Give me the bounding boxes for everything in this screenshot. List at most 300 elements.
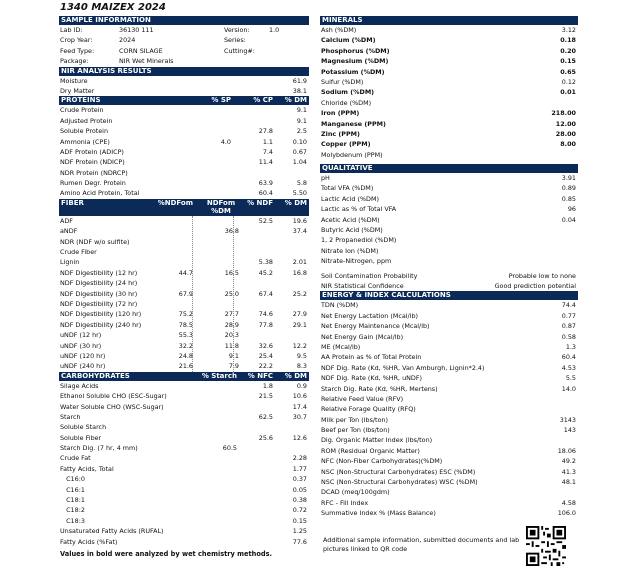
protein-rows — [59, 105, 309, 199]
fiber-row — [59, 226, 309, 236]
carb-row-c: 0.05 — [292, 485, 307, 494]
carb-row-label: C16:0 — [60, 475, 85, 484]
carb-row-label: Fatty Acids (%Fat) — [60, 537, 118, 546]
carb-row-label: Silage Acids — [60, 381, 99, 390]
energy-row-label: Summative Index % (Mass Balance) — [321, 509, 436, 518]
energy-row-value: 5.5 — [565, 374, 576, 383]
mineral-row-label: Iron (PPM) — [321, 109, 360, 118]
qualitative-row-label: Lactic Acid (%DM) — [321, 194, 379, 203]
fiber-row-d: 2.01 — [292, 258, 307, 267]
sample-row-labid: Lab ID: 36130 111 Version: 1.0 — [60, 26, 280, 34]
mineral-row-label: Potassium (%DM) — [321, 67, 385, 76]
mineral-row-value: 0.01 — [560, 88, 576, 97]
protein-row-sp: 4.0 — [220, 137, 231, 146]
protein-row — [59, 157, 309, 167]
fiber-row — [59, 361, 309, 371]
fiber-row-a: 21.6 — [178, 362, 193, 371]
carb-row-c: 0.9 — [296, 381, 307, 390]
mineral-row-value: 218.00 — [551, 109, 576, 118]
mineral-row-label: Molybdenum (PPM) — [321, 150, 383, 159]
energy-row — [320, 435, 578, 445]
mineral-row-label: Manganese (PPM) — [321, 119, 386, 128]
fiber-row-c: 52.5 — [258, 216, 273, 225]
mineral-row-value: 0.65 — [560, 67, 576, 76]
carbs-col-dm: % DM — [284, 371, 307, 380]
protein-row-cp: 27.8 — [258, 127, 273, 136]
carb-row-label: Soluble Fiber — [60, 433, 102, 442]
fiber-row-label: NDF Digestibility (12 hr) — [60, 268, 138, 277]
energy-row — [320, 425, 578, 435]
carb-row-c: 10.6 — [292, 392, 307, 401]
fiber-row-d: 29.1 — [292, 320, 307, 329]
carb-row-label: Ethanol Soluble CHO (ESC-Sugar) — [60, 392, 167, 401]
protein-row-label: Ammonia (CPE) — [60, 137, 110, 146]
energy-row — [320, 498, 578, 508]
carb-row-label: Fatty Acids, Total — [60, 464, 114, 473]
energy-row — [320, 300, 578, 310]
energy-row — [320, 508, 578, 518]
fiber-row — [59, 351, 309, 361]
fiber-row-a: 78.5 — [178, 320, 193, 329]
qualitative-row — [320, 246, 578, 256]
carb-row-label: Starch — [60, 412, 81, 421]
energy-row-value: 106.0 — [557, 509, 576, 518]
energy-row — [320, 487, 578, 497]
protein-row-label: Soluble Protein — [60, 127, 108, 136]
fiber-row-b: 28.9 — [224, 320, 239, 329]
energy-row-label: NFC (Non-Fiber Carbohydrates)(%DM) — [321, 457, 443, 466]
fiber-col-ndfom: %NDFom — [157, 198, 193, 207]
carb-row-c: 0.37 — [292, 475, 307, 484]
fiber-row-label: NDR (NDF w/o sulfite) — [60, 237, 130, 246]
energy-row-value: 0.77 — [561, 311, 576, 320]
protein-row-cp: 1.1 — [262, 137, 273, 146]
energy-row-label: NSC (Non-Structural Carbohydrates) ESC (%DM) — [321, 467, 476, 476]
energy-row-label: RFC - Fill Index — [321, 498, 369, 507]
carbs-col-nfc: % NFC — [247, 371, 273, 380]
carb-row-label: C16:1 — [60, 485, 85, 494]
energy-row — [320, 363, 578, 373]
qualitative-row-label: Acetic Acid (%DM) — [321, 215, 380, 224]
protein-row-cp: 11.4 — [258, 158, 273, 167]
carb-rows — [59, 381, 309, 547]
energy-row-value: 18.06 — [557, 446, 576, 455]
qualitative-row2 — [320, 271, 578, 281]
protein-row — [59, 168, 309, 178]
energy-row-value: 60.4 — [561, 353, 576, 362]
fiber-row-b: 7.9 — [228, 362, 239, 371]
qualitative-row — [320, 183, 578, 193]
fiber-row-b: 9.1 — [228, 351, 239, 360]
page-title: 1340 MAIZEX 2024 — [60, 2, 166, 13]
mineral-row — [320, 67, 578, 77]
mineral-row — [320, 56, 578, 66]
energy-row — [320, 332, 578, 342]
fiber-row-b: 11.8 — [224, 341, 239, 350]
fiber-row-d: 16.8 — [292, 268, 307, 277]
nir-row-label: Moisture — [60, 76, 88, 85]
mineral-row — [320, 46, 578, 56]
mineral-row-value: 28.00 — [555, 129, 576, 138]
fiber-row-c: 22.2 — [258, 362, 273, 371]
fiber-row-b: 16.5 — [224, 268, 239, 277]
nir-row-value: 61.9 — [292, 76, 307, 85]
fiber-row-label: NDF Digestibility (240 hr) — [60, 320, 142, 329]
mineral-row — [320, 150, 578, 160]
energy-row-label: Starch Dig. Rate (Kd, %HR, Mertens) — [321, 384, 438, 393]
protein-row-label: Rumen Degr. Protein — [60, 179, 126, 188]
energy-row-label: TDN (%DM) — [321, 301, 359, 310]
fiber-row — [59, 299, 309, 309]
energy-row — [320, 342, 578, 352]
fiber-row-label: NDF Digestibility (120 hr) — [60, 310, 142, 319]
energy-row-label: AA Protein as % of Total Protein — [321, 353, 422, 362]
fiber-col-ndfom-dm: NDFom %DM — [206, 198, 236, 215]
energy-row-label: Net Energy Lactation (Mcal/lb) — [321, 311, 419, 320]
energy-row-value: 41.3 — [561, 467, 576, 476]
energy-row-value: 0.58 — [561, 332, 576, 341]
energy-row-label: DCAD (meq/100gdm) — [321, 488, 390, 497]
fiber-row-label: uNDF (240 hr) — [60, 362, 106, 371]
mineral-row-label: Calcium (%DM) — [321, 36, 376, 45]
carb-row-c: 17.4 — [292, 402, 307, 411]
fiber-row-label: uNDF (120 hr) — [60, 351, 106, 360]
carb-row — [59, 537, 309, 547]
qualitative-row-value: 0.89 — [561, 184, 576, 193]
protein-row-dm: 9.1 — [296, 106, 307, 115]
carb-row — [59, 474, 309, 484]
qualitative-row-label: 1, 2 Propanediol (%DM) — [321, 236, 397, 245]
mineral-row — [320, 35, 578, 45]
carb-row — [59, 485, 309, 495]
fiber-row-a: 24.8 — [178, 351, 193, 360]
additional-info: Additional sample information, submitted documents and lab pictures linked to QR code — [323, 536, 520, 553]
carb-row-c: 77.6 — [292, 537, 307, 546]
energy-row — [320, 321, 578, 331]
carb-row-label: Soluble Starch — [60, 423, 107, 432]
fiber-row-c: 74.6 — [258, 310, 273, 319]
proteins-col-sp: % SP — [211, 96, 231, 105]
protein-row-label: Amino Acid Protein, Total — [60, 189, 140, 198]
mineral-row — [320, 139, 578, 149]
carb-row-label: C18:3 — [60, 516, 85, 525]
fiber-title: FIBER — [61, 198, 84, 207]
fiber-row-d: 27.9 — [292, 310, 307, 319]
protein-row — [59, 126, 309, 136]
fiber-row — [59, 257, 309, 267]
carb-row-label: Water Soluble CHO (WSC-Sugar) — [60, 402, 164, 411]
fiber-row-label: NDF Digestibility (72 hr) — [60, 299, 138, 308]
energy-row-label: Dig. Organic Matter Index (lbs/ton) — [321, 436, 433, 445]
carbs-col-starch: % Starch — [201, 371, 237, 380]
qualitative-row-label: Lactic as % of Total VFA — [321, 205, 397, 214]
mineral-row — [320, 77, 578, 87]
carb-row-c: 0.72 — [292, 506, 307, 515]
energy-row-label: ROM (Residual Organic Matter) — [321, 446, 420, 455]
carb-row-c: 0.38 — [292, 496, 307, 505]
protein-row-dm: 5.8 — [296, 179, 307, 188]
energy-row — [320, 477, 578, 487]
energy-row — [320, 311, 578, 321]
qualitative-row — [320, 256, 578, 266]
carb-row-c: 1.25 — [292, 527, 307, 536]
carb-row — [59, 526, 309, 536]
carb-row — [59, 381, 309, 391]
mineral-row-value: 8.00 — [560, 140, 576, 149]
mineral-row-value: 12.00 — [555, 119, 576, 128]
fiber-row-d: 12.2 — [292, 341, 307, 350]
mineral-row-value: 0.12 — [561, 77, 576, 86]
qualitative-rows — [320, 173, 578, 267]
protein-row-cp: 63.9 — [258, 179, 273, 188]
carb-row — [59, 422, 309, 432]
mineral-row-value: 0.20 — [560, 46, 576, 55]
protein-row-label: Adjusted Protein — [60, 116, 113, 125]
fiber-rows — [59, 216, 309, 372]
qualitative-row-label: Butyric Acid (%DM) — [321, 226, 383, 235]
carb-row-label: C18:2 — [60, 506, 85, 515]
qualitative-row-label: pH — [321, 174, 330, 183]
fiber-row — [59, 320, 309, 330]
fiber-row-label: uNDF (30 hr) — [60, 341, 102, 350]
fiber-row-d: 37.4 — [292, 227, 307, 236]
proteins-col-dm: % DM — [284, 96, 307, 105]
carb-row — [59, 464, 309, 474]
fiber-row — [59, 341, 309, 351]
energy-row-value: 74.4 — [561, 301, 576, 310]
carb-row-b: 1.8 — [262, 381, 273, 390]
energy-row-label: ME (Mcal/lb) — [321, 342, 361, 351]
fiber-row-label: NDF Digestibility (24 hr) — [60, 279, 138, 288]
minerals-header: MINERALS — [320, 16, 578, 25]
fiber-row — [59, 278, 309, 288]
qualitative-row2 — [320, 281, 578, 291]
qualitative-row-label: Nitrate-Nitrogen, ppm — [321, 257, 392, 266]
qualitative-row — [320, 225, 578, 235]
carb-row-b: 21.5 — [258, 392, 273, 401]
fiber-col-ndf: % NDF — [247, 198, 273, 207]
carb-row-b: 25.6 — [258, 433, 273, 442]
mineral-row — [320, 98, 578, 108]
protein-row-label: ADF Protein (ADICP) — [60, 147, 124, 156]
qualitative-row-value: 0.04 — [561, 215, 576, 224]
qualitative-row — [320, 215, 578, 225]
fiber-row-c: 32.6 — [258, 341, 273, 350]
qr-code-icon[interactable] — [526, 526, 566, 566]
fiber-header — [59, 199, 309, 216]
fiber-row — [59, 247, 309, 257]
energy-row-label: Beef per Ton (lbs/ton) — [321, 426, 390, 435]
protein-row-dm: 5.50 — [292, 189, 307, 198]
fiber-row-a: 55.3 — [178, 331, 193, 340]
energy-row-value: 48.1 — [561, 478, 576, 487]
qualitative-row-value: 96 — [567, 205, 576, 214]
nir-row — [59, 76, 309, 86]
energy-row-label: Relative Forage Quality (RFQ) — [321, 405, 416, 414]
qualitative-row — [320, 204, 578, 214]
fiber-col-dm: % DM — [284, 198, 307, 207]
mineral-row-label: Sulfur (%DM) — [321, 77, 364, 86]
fiber-row-label: NDF Digestibility (30 hr) — [60, 289, 138, 298]
carb-row-b: 62.5 — [258, 412, 273, 421]
protein-row-cp: 7.4 — [262, 147, 273, 156]
mineral-row — [320, 129, 578, 139]
energy-row-value: 4.53 — [561, 363, 576, 372]
nir-header: NIR ANALYSIS RESULTS — [59, 67, 309, 76]
footnote: Values in bold were analyzed by wet chemistry methods. — [60, 550, 272, 558]
protein-row — [59, 105, 309, 115]
qualitative-row — [320, 173, 578, 183]
nir-row-label: Dry Matter — [60, 86, 95, 95]
energy-row-label: Net Energy Gain (Mcal/lb) — [321, 332, 404, 341]
protein-row — [59, 137, 309, 147]
energy-row — [320, 467, 578, 477]
carb-row — [59, 505, 309, 515]
mineral-row-label: Ash (%DM) — [321, 26, 357, 34]
qualitative-row-value: 0.85 — [561, 194, 576, 203]
nir-row — [59, 86, 309, 96]
energy-row — [320, 384, 578, 394]
protein-row-dm: 1.04 — [292, 158, 307, 167]
qualitative-row — [320, 194, 578, 204]
carbs-header — [59, 372, 309, 381]
fiber-row — [59, 309, 309, 319]
mineral-row-value: 0.18 — [560, 36, 576, 45]
carb-row-label: C18:1 — [60, 496, 85, 505]
carb-row-c: 12.6 — [292, 433, 307, 442]
fiber-row-label: Lignin — [60, 258, 80, 267]
fiber-row — [59, 330, 309, 340]
right-column — [320, 16, 578, 519]
mineral-row-value: 3.12 — [561, 26, 576, 34]
protein-row-label: NDF Protein (NDICP) — [60, 158, 125, 167]
mineral-row-label: Phosphorus (%DM) — [321, 46, 390, 55]
carb-row — [59, 412, 309, 422]
carb-row — [59, 391, 309, 401]
fiber-row — [59, 237, 309, 247]
qualitative-row-label: Nitrate Ion (%DM) — [321, 246, 379, 255]
sample-row-package: Package: NIR Wet Minerals — [60, 57, 174, 66]
fiber-row-c: 77.8 — [258, 320, 273, 329]
fiber-row-a: 67.9 — [178, 289, 193, 298]
protein-row — [59, 188, 309, 198]
protein-row-dm: 0.67 — [292, 147, 307, 156]
fiber-row — [59, 268, 309, 278]
energy-row-label: NSC (Non-Structural Carbohydrates) WSC (%DM) — [321, 478, 478, 487]
carb-row-label: Crude Fat — [60, 454, 91, 463]
energy-row-label: NDF Dig. Rate (Kd, %HR, Van Amburgh, Lignin*2.4) — [321, 363, 485, 372]
fiber-row-c: 67.4 — [258, 289, 273, 298]
proteins-header — [59, 96, 309, 105]
energy-row-label: Net Energy Maintenance (Mcal/lb) — [321, 322, 430, 331]
mineral-row-value: 0.15 — [560, 57, 576, 66]
energy-row-label: Milk per Ton (lbs/ton) — [321, 415, 389, 424]
protein-row-label: NDR Protein (NDRCP) — [60, 168, 128, 177]
fiber-row-c: 45.2 — [258, 268, 273, 277]
fiber-divider — [233, 216, 234, 372]
protein-row-label: Crude Protein — [60, 106, 104, 115]
energy-row-label: Relative Feed Value (RFV) — [321, 394, 404, 403]
sample-info-header: SAMPLE INFORMATION — [59, 16, 309, 25]
mineral-row-label: Zinc (PPM) — [321, 129, 360, 138]
protein-row-dm: 0.10 — [292, 137, 307, 146]
fiber-row-label: Crude Fiber — [60, 248, 97, 257]
energy-row — [320, 404, 578, 414]
mineral-row-label: Sodium (%DM) — [321, 88, 375, 97]
proteins-col-cp: % CP — [253, 96, 273, 105]
fiber-row-label: aNDF — [60, 227, 78, 236]
qualitative-row2-value: Probable low to none — [508, 271, 576, 280]
qualitative-row-value: 3.91 — [561, 174, 576, 183]
carbs-title: CARBOHYDRATES — [61, 371, 130, 380]
energy-rows — [320, 300, 578, 518]
carb-row — [59, 402, 309, 412]
left-column — [59, 16, 309, 547]
mineral-row — [320, 119, 578, 129]
fiber-row-d: 8.3 — [296, 362, 307, 371]
qualitative-header: QUALITATIVE — [320, 164, 578, 173]
qualitative-row-label: Total VFA (%DM) — [321, 184, 374, 193]
mineral-row-label: Chloride (%DM) — [321, 98, 372, 107]
protein-row — [59, 147, 309, 157]
fiber-row-b: 25.0 — [224, 289, 239, 298]
qualitative-rows-2 — [320, 271, 578, 292]
protein-row-cp: 60.4 — [258, 189, 273, 198]
mineral-row — [320, 25, 578, 35]
fiber-row-d: 25.2 — [292, 289, 307, 298]
energy-header: ENERGY & INDEX CALCULATIONS — [320, 291, 578, 300]
energy-row-value: 14.0 — [561, 384, 576, 393]
carb-row-c: 1.77 — [292, 464, 307, 473]
fiber-row-c: 5.38 — [258, 258, 273, 267]
fiber-row-a: 75.2 — [178, 310, 193, 319]
carb-row-c: 30.7 — [292, 412, 307, 421]
energy-row-value: 1.3 — [565, 342, 576, 351]
energy-row-value: 143 — [563, 426, 576, 435]
mineral-row — [320, 108, 578, 118]
carb-row — [59, 516, 309, 526]
mineral-row — [320, 87, 578, 97]
carb-row-label: Starch Dig. (7 hr, 4 mm) — [60, 444, 138, 453]
energy-row-value: 4.58 — [561, 498, 576, 507]
mineral-rows — [320, 25, 578, 160]
energy-row — [320, 352, 578, 362]
fiber-row-b: 20.3 — [224, 331, 239, 340]
energy-row-value: 49.2 — [561, 457, 576, 466]
carb-row-a: 60.5 — [222, 444, 237, 453]
fiber-divider — [192, 216, 193, 372]
fiber-row-a: 32.2 — [178, 341, 193, 350]
nir-row-value: 38.1 — [292, 86, 307, 95]
carb-row — [59, 433, 309, 443]
protein-row-dm: 2.5 — [296, 127, 307, 136]
fiber-row — [59, 216, 309, 226]
energy-row-value: 3143 — [559, 415, 576, 424]
protein-row-dm: 9.1 — [296, 116, 307, 125]
sample-row-feedtype: Feed Type: CORN SILAGE Cutting#: — [60, 46, 255, 55]
fiber-row-b: 27.7 — [224, 310, 239, 319]
energy-row-value: 0.87 — [561, 322, 576, 331]
protein-row — [59, 116, 309, 126]
carb-row — [59, 495, 309, 505]
sample-row-cropyear: Crop Year: 2024 Series: — [60, 36, 246, 45]
qualitative-row — [320, 235, 578, 245]
carb-row — [59, 453, 309, 463]
energy-row — [320, 446, 578, 456]
fiber-row — [59, 289, 309, 299]
energy-row — [320, 394, 578, 404]
proteins-title: PROTEINS — [61, 96, 101, 105]
